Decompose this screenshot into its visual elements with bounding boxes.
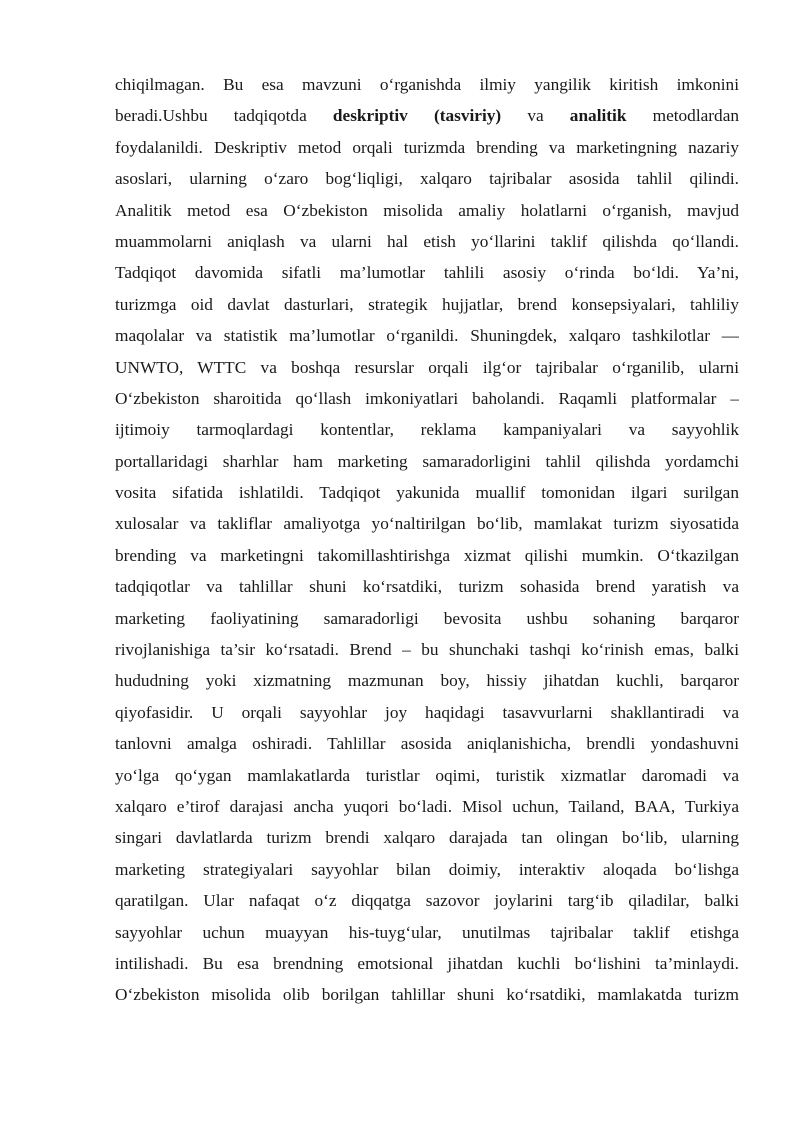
text-segment: foydalanildi. Deskriptiv metod orqali turizmda brending va marketingning nazariy xyxy=(115,137,739,157)
text-line xyxy=(115,885,739,916)
text-line xyxy=(115,728,739,759)
text-segment: muammolarni aniqlash va ularni hal etish yo‘llarini taklif qilishda qo‘llandi. xyxy=(115,231,739,251)
text-segment: O‘zbekiston misolida olib borilgan tahlillar shuni ko‘rsatdiki, mamlakatda turizm xyxy=(115,985,739,1005)
text-segment: beradi.Ushbu tadqiqotda xyxy=(115,106,333,126)
text-line xyxy=(115,446,739,477)
text-segment: Tadqiqot davomida sifatli ma’lumotlar tahlili asosiy o‘rinda bo‘ldi. Ya’ni, xyxy=(115,263,739,283)
text-segment: hududning yoki xizmatning mazmunan boy, hissiy jihatdan kuchli, barqaror xyxy=(115,671,739,691)
text-segment: yo‘lga qo‘ygan mamlakatlarda turistlar oqimi, turistik xizmatlar daromadi va xyxy=(115,765,739,785)
text-segment: xalqaro e’tirof darajasi ancha yuqori bo‘ladi. Misol uchun, Tailand, BAA, Turkiya xyxy=(115,796,739,816)
text-line xyxy=(115,854,739,885)
text-segment: portallaridagi sharhlar ham marketing samaradorligini tahlil qilishda yordamchi xyxy=(115,451,739,471)
text-line xyxy=(115,414,739,445)
text-segment: UNWTO, WTTC va boshqa resurslar orqali ilg‘or tajribalar o‘rganilib, ularni xyxy=(115,357,739,377)
text-segment: asoslari, ularning o‘zaro bog‘liqligi, xalqaro tajribalar asosida tahlil qilindi. xyxy=(115,169,739,189)
text-line xyxy=(115,508,739,539)
text-line xyxy=(115,540,739,571)
text-line xyxy=(115,603,739,634)
text-line xyxy=(115,571,739,602)
text-segment: Analitik metod esa O‘zbekiston misolida amaliy holatlarni o‘rganish, mavjud xyxy=(115,200,739,220)
text-line xyxy=(115,383,739,414)
text-segment: qiyofasidir. U orqali sayyohlar joy haqidagi tasavvurlarni shakllantiradi va xyxy=(115,702,739,722)
text-line xyxy=(115,163,739,194)
text-segment: qaratilgan. Ular nafaqat o‘z diqqatga sazovor joylarini targ‘ib qiladilar, balki xyxy=(115,891,739,911)
text-line xyxy=(115,917,739,948)
text-line xyxy=(115,320,739,351)
text-segment: metodlardan xyxy=(626,106,739,126)
text-segment: intilishadi. Bu esa brendning emotsional jihatdan kuchli bo‘lishini ta’minlaydi. xyxy=(115,953,739,973)
bold-term: deskriptiv (tasviriy) xyxy=(332,106,502,126)
text-line xyxy=(115,477,739,508)
text-line xyxy=(115,352,739,383)
text-segment: vosita sifatida ishlatildi. Tadqiqot yakunida muallif tomonidan ilgari surilgan xyxy=(115,483,739,503)
text-segment: O‘zbekiston sharoitida qo‘llash imkoniyatlari baholandi. Raqamli platformalar – xyxy=(115,388,739,408)
text-line xyxy=(115,257,739,288)
text-line xyxy=(115,69,739,100)
text-line xyxy=(115,665,739,696)
text-segment: tadqiqotlar va tahlillar shuni ko‘rsatdiki, turizm sohasida brend yaratish va xyxy=(115,577,739,597)
text-segment: va xyxy=(501,106,570,126)
text-segment: rivojlanishiga ta’sir ko‘rsatadi. Brend – bu shunchaki tashqi ko‘rinish emas, balki xyxy=(115,640,739,660)
text-segment: ijtimoiy tarmoqlardagi kontentlar, reklama kampaniyalari va sayyohlik xyxy=(115,420,739,440)
text-line xyxy=(115,760,739,791)
text-line xyxy=(115,634,739,665)
text-segment: turizmga oid davlat dasturlari, strategik hujjatlar, brend konsepsiyalari, tahliliy xyxy=(115,294,739,314)
text-line xyxy=(115,948,739,979)
text-segment: maqolalar va statistik ma’lumotlar o‘rganildi. Shuningdek, xalqaro tashkilotlar — xyxy=(115,326,739,346)
text-line xyxy=(115,132,739,163)
text-line xyxy=(115,195,739,226)
body-text xyxy=(115,69,739,1011)
text-segment: xulosalar va takliflar amaliyotga yo‘naltirilgan bo‘lib, mamlakat turizm siyosatida xyxy=(115,514,739,534)
text-line xyxy=(115,697,739,728)
text-segment: singari davlatlarda turizm brendi xalqaro darajada tan olingan bo‘lib, ularning xyxy=(115,828,739,848)
bold-term: analitik xyxy=(569,106,627,126)
text-segment: marketing strategiyalari sayyohlar bilan doimiy, interaktiv aloqada bo‘lishga xyxy=(115,859,739,879)
text-segment: marketing faoliyatining samaradorligi bevosita ushbu sohaning barqaror xyxy=(115,608,739,628)
text-line xyxy=(115,979,739,1010)
text-line xyxy=(115,100,739,131)
text-segment: chiqilmagan. Bu esa mavzuni o‘rganishda ilmiy yangilik kiritish imkonini xyxy=(115,75,739,94)
text-segment: sayyohlar uchun muayyan his-tuyg‘ular, unutilmas tajribalar taklif etishga xyxy=(115,922,739,942)
text-line xyxy=(115,226,739,257)
text-line xyxy=(115,791,739,822)
text-line xyxy=(115,289,739,320)
text-segment: tanlovni amalga oshiradi. Tahlillar asosida aniqlanishicha, brendli yondashuvni xyxy=(115,734,739,754)
text-segment: brending va marketingni takomillashtirishga xizmat qilishi mumkin. O‘tkazilgan xyxy=(115,545,739,565)
text-line xyxy=(115,822,739,853)
